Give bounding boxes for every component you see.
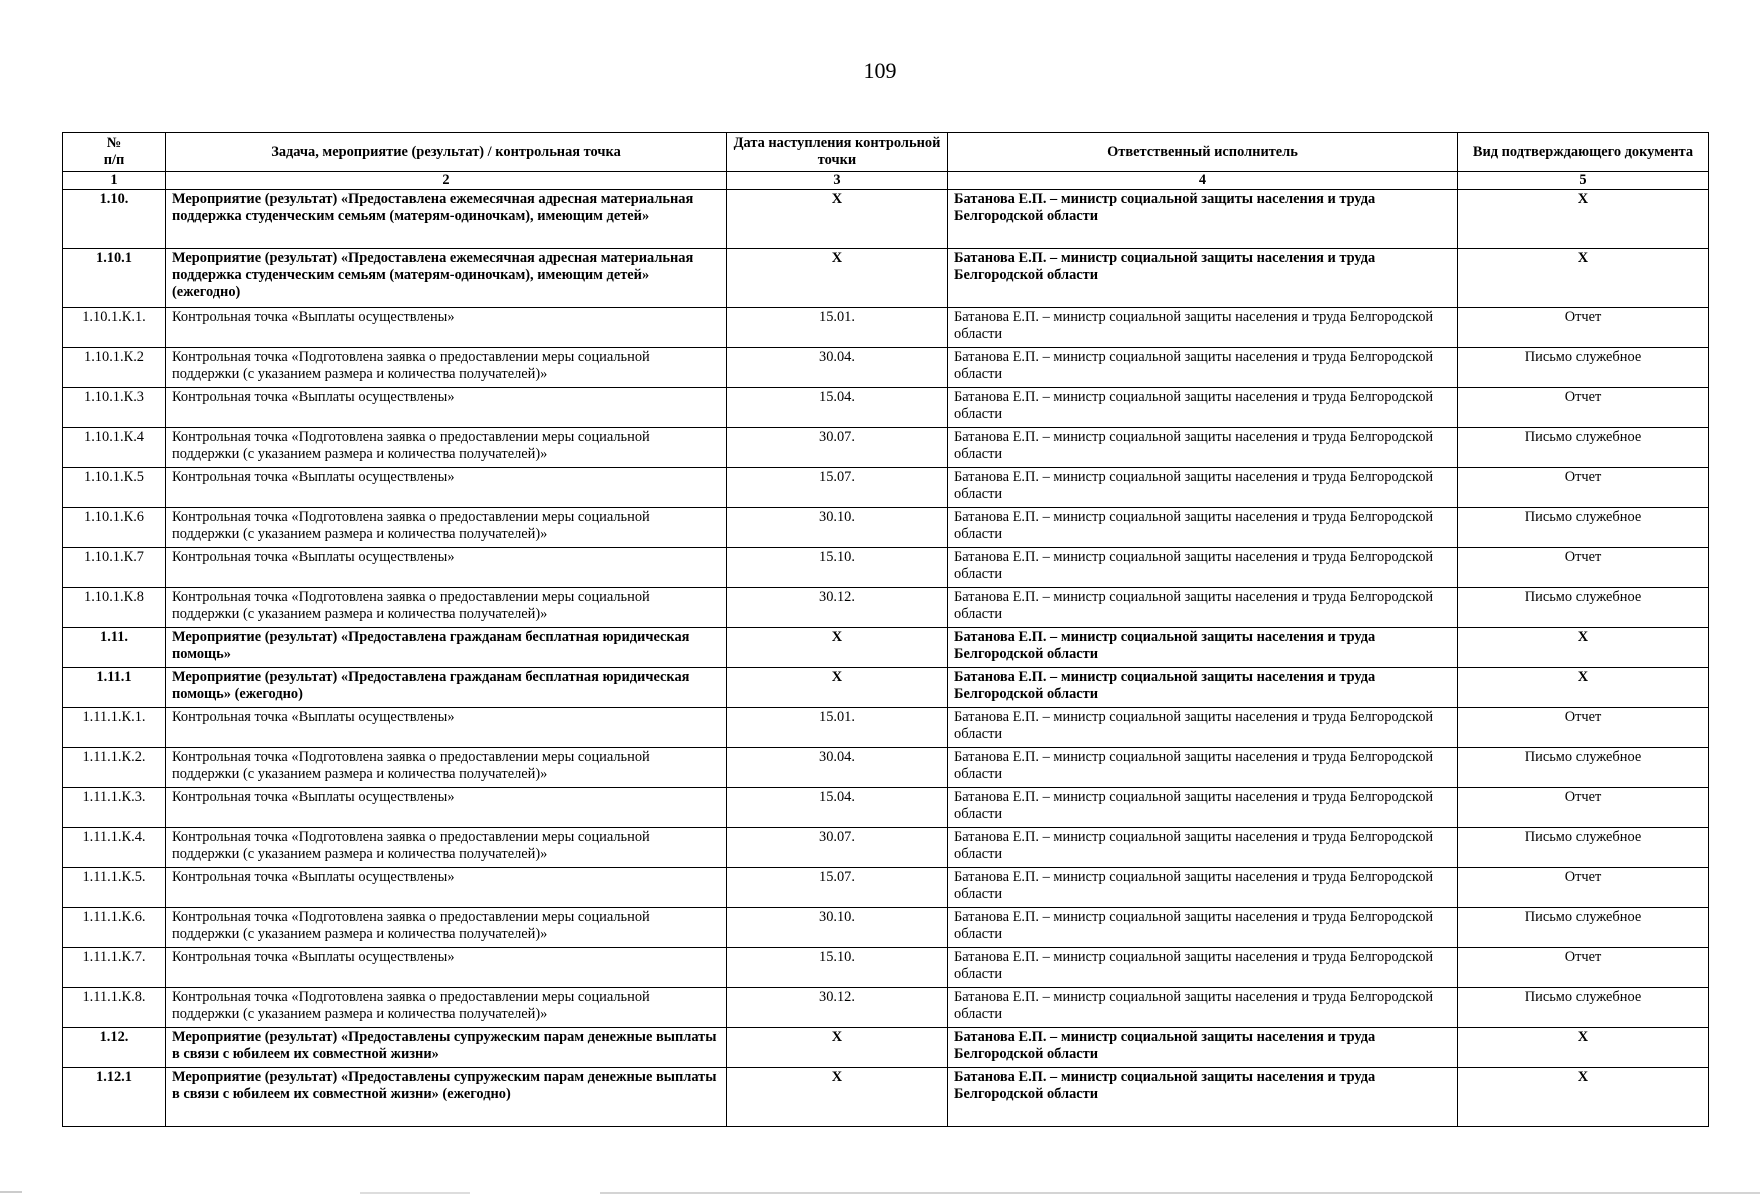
- row-document-type: Отчет: [1458, 948, 1709, 988]
- row-date: 15.01.: [727, 708, 948, 748]
- row-number: 1.10.1.К.7: [63, 548, 166, 588]
- row-responsible: Батанова Е.П. – министр социальной защиты населения и труда Белгородской области: [948, 868, 1458, 908]
- column-number: 3: [727, 172, 948, 190]
- row-task: Мероприятие (результат) «Предоставлена ежемесячная адресная материальная поддержка студенческим семьям (матерям-одиночкам), имеющим детей» (ежегодно): [166, 249, 727, 308]
- row-task: Контрольная точка «Выплаты осуществлены»: [166, 708, 727, 748]
- row-date: 30.04.: [727, 348, 948, 388]
- row-responsible: Батанова Е.П. – министр социальной защиты населения и труда Белгородской области: [948, 668, 1458, 708]
- table-row: [63, 708, 1709, 748]
- row-responsible: Батанова Е.П. – министр социальной защиты населения и труда Белгородской области: [948, 748, 1458, 788]
- row-document-type: Отчет: [1458, 468, 1709, 508]
- row-number: 1.12.: [63, 1028, 166, 1068]
- row-task: Контрольная точка «Подготовлена заявка о предоставлении меры социальной поддержки (с указанием размера и количества получателей)»: [166, 428, 727, 468]
- row-number: 1.11.1.К.7.: [63, 948, 166, 988]
- row-document-type: Письмо служебное: [1458, 748, 1709, 788]
- row-task: Мероприятие (результат) «Предоставлена гражданам бесплатная юридическая помощь»: [166, 628, 727, 668]
- row-date: 30.10.: [727, 908, 948, 948]
- row-responsible: Батанова Е.П. – министр социальной защиты населения и труда Белгородской области: [948, 628, 1458, 668]
- header-task: Задача, мероприятие (результат) / контрольная точка: [166, 133, 727, 172]
- row-document-type: Письмо служебное: [1458, 908, 1709, 948]
- row-date: 30.07.: [727, 428, 948, 468]
- row-date: 15.01.: [727, 308, 948, 348]
- row-date: X: [727, 668, 948, 708]
- column-number: 2: [166, 172, 727, 190]
- row-date: 15.07.: [727, 868, 948, 908]
- row-responsible: Батанова Е.П. – министр социальной защиты населения и труда Белгородской области: [948, 588, 1458, 628]
- row-responsible: Батанова Е.П. – министр социальной защиты населения и труда Белгородской области: [948, 548, 1458, 588]
- row-number: 1.10.1.К.1.: [63, 308, 166, 348]
- row-task: Контрольная точка «Подготовлена заявка о предоставлении меры социальной поддержки (с указанием размера и количества получателей)»: [166, 748, 727, 788]
- row-number: 1.10.1.К.4: [63, 428, 166, 468]
- row-document-type: X: [1458, 668, 1709, 708]
- row-number: 1.10.1.К.6: [63, 508, 166, 548]
- row-document-type: Отчет: [1458, 308, 1709, 348]
- row-number: 1.11.1.К.5.: [63, 868, 166, 908]
- row-date: X: [727, 1028, 948, 1068]
- header-responsible: Ответственный исполнитель: [948, 133, 1458, 172]
- row-task: Контрольная точка «Подготовлена заявка о предоставлении меры социальной поддержки (с указанием размера и количества получателей)»: [166, 988, 727, 1028]
- row-number: 1.11.1.К.1.: [63, 708, 166, 748]
- row-task: Контрольная точка «Подготовлена заявка о предоставлении меры социальной поддержки (с указанием размера и количества получателей)»: [166, 908, 727, 948]
- row-task: Контрольная точка «Выплаты осуществлены»: [166, 388, 727, 428]
- row-number: 1.10.: [63, 190, 166, 249]
- row-date: 15.04.: [727, 788, 948, 828]
- row-number: 1.12.1: [63, 1068, 166, 1127]
- table-row: [63, 468, 1709, 508]
- table-row: [63, 190, 1709, 249]
- row-number: 1.11.1.К.8.: [63, 988, 166, 1028]
- table-row: [63, 588, 1709, 628]
- row-task: Контрольная точка «Подготовлена заявка о предоставлении меры социальной поддержки (с указанием размера и количества получателей)»: [166, 348, 727, 388]
- row-document-type: Письмо служебное: [1458, 428, 1709, 468]
- row-number: 1.11.1: [63, 668, 166, 708]
- row-document-type: X: [1458, 1028, 1709, 1068]
- row-task: Мероприятие (результат) «Предоставлены супружеским парам денежные выплаты в связи с юбилеем их совместной жизни» (ежегодно): [166, 1068, 727, 1127]
- row-number: 1.10.1.К.3: [63, 388, 166, 428]
- row-document-type: Письмо служебное: [1458, 508, 1709, 548]
- table-row: [63, 948, 1709, 988]
- row-number: 1.11.1.К.3.: [63, 788, 166, 828]
- table-row: [63, 508, 1709, 548]
- row-document-type: Отчет: [1458, 788, 1709, 828]
- row-task: Контрольная точка «Подготовлена заявка о предоставлении меры социальной поддержки (с указанием размера и количества получателей)»: [166, 588, 727, 628]
- row-responsible: Батанова Е.П. – министр социальной защиты населения и труда Белгородской области: [948, 388, 1458, 428]
- table-row: [63, 908, 1709, 948]
- table-row: [63, 388, 1709, 428]
- table-row: [63, 249, 1709, 308]
- table-row: [63, 788, 1709, 828]
- row-responsible: Батанова Е.П. – министр социальной защиты населения и труда Белгородской области: [948, 828, 1458, 868]
- row-responsible: Батанова Е.П. – министр социальной защиты населения и труда Белгородской области: [948, 508, 1458, 548]
- plan-table: [62, 132, 1709, 1127]
- row-task: Контрольная точка «Выплаты осуществлены»: [166, 948, 727, 988]
- row-task: Контрольная точка «Выплаты осуществлены»: [166, 548, 727, 588]
- row-document-type: Письмо служебное: [1458, 588, 1709, 628]
- row-document-type: Отчет: [1458, 708, 1709, 748]
- row-date: 30.04.: [727, 748, 948, 788]
- row-date: 15.10.: [727, 948, 948, 988]
- row-number: 1.11.: [63, 628, 166, 668]
- row-document-type: X: [1458, 249, 1709, 308]
- row-date: X: [727, 1068, 948, 1127]
- row-number: 1.10.1: [63, 249, 166, 308]
- row-number: 1.10.1.К.2: [63, 348, 166, 388]
- table-row: [63, 348, 1709, 388]
- row-date: 30.10.: [727, 508, 948, 548]
- table-row: [63, 668, 1709, 708]
- row-task: Контрольная точка «Выплаты осуществлены»: [166, 868, 727, 908]
- row-responsible: Батанова Е.П. – министр социальной защиты населения и труда Белгородской области: [948, 988, 1458, 1028]
- row-number: 1.11.1.К.6.: [63, 908, 166, 948]
- row-date: 30.07.: [727, 828, 948, 868]
- header-document-type: Вид подтверждающего документа: [1458, 133, 1709, 172]
- row-number: 1.10.1.К.5: [63, 468, 166, 508]
- row-document-type: Письмо служебное: [1458, 348, 1709, 388]
- row-number: 1.10.1.К.8: [63, 588, 166, 628]
- column-numbers-row: [63, 172, 1709, 190]
- row-document-type: X: [1458, 628, 1709, 668]
- row-document-type: Отчет: [1458, 388, 1709, 428]
- column-number: 4: [948, 172, 1458, 190]
- header-num: № п/п: [63, 133, 166, 172]
- row-responsible: Батанова Е.П. – министр социальной защиты населения и труда Белгородской области: [948, 249, 1458, 308]
- table-row: [63, 1068, 1709, 1127]
- row-date: X: [727, 249, 948, 308]
- row-document-type: Письмо служебное: [1458, 828, 1709, 868]
- row-responsible: Батанова Е.П. – министр социальной защиты населения и труда Белгородской области: [948, 948, 1458, 988]
- table-row: [63, 548, 1709, 588]
- row-responsible: Батанова Е.П. – министр социальной защиты населения и труда Белгородской области: [948, 1068, 1458, 1127]
- row-date: X: [727, 628, 948, 668]
- row-date: X: [727, 190, 948, 249]
- row-document-type: X: [1458, 190, 1709, 249]
- row-responsible: Батанова Е.П. – министр социальной защиты населения и труда Белгородской области: [948, 428, 1458, 468]
- row-task: Контрольная точка «Выплаты осуществлены»: [166, 308, 727, 348]
- row-number: 1.11.1.К.2.: [63, 748, 166, 788]
- row-task: Контрольная точка «Выплаты осуществлены»: [166, 468, 727, 508]
- row-responsible: Батанова Е.П. – министр социальной защиты населения и труда Белгородской области: [948, 908, 1458, 948]
- table-row: [63, 988, 1709, 1028]
- column-number: 1: [63, 172, 166, 190]
- row-responsible: Батанова Е.П. – министр социальной защиты населения и труда Белгородской области: [948, 308, 1458, 348]
- table-header-row: [63, 133, 1709, 172]
- row-document-type: X: [1458, 1068, 1709, 1127]
- row-task: Мероприятие (результат) «Предоставлены супружеским парам денежные выплаты в связи с юбилеем их совместной жизни»: [166, 1028, 727, 1068]
- row-task: Контрольная точка «Подготовлена заявка о предоставлении меры социальной поддержки (с указанием размера и количества получателей)»: [166, 828, 727, 868]
- row-task: Мероприятие (результат) «Предоставлена ежемесячная адресная материальная поддержка студенческим семьям (матерям-одиночкам), имеющим детей»: [166, 190, 727, 249]
- header-date: Дата наступления контрольной точки: [727, 133, 948, 172]
- row-date: 15.04.: [727, 388, 948, 428]
- page-number: 109: [863, 58, 897, 83]
- row-document-type: Письмо служебное: [1458, 988, 1709, 1028]
- row-date: 15.07.: [727, 468, 948, 508]
- row-responsible: Батанова Е.П. – министр социальной защиты населения и труда Белгородской области: [948, 348, 1458, 388]
- column-number: 5: [1458, 172, 1709, 190]
- row-responsible: Батанова Е.П. – министр социальной защиты населения и труда Белгородской области: [948, 190, 1458, 249]
- row-task: Контрольная точка «Подготовлена заявка о предоставлении меры социальной поддержки (с указанием размера и количества получателей)»: [166, 508, 727, 548]
- table-row: [63, 748, 1709, 788]
- row-responsible: Батанова Е.П. – министр социальной защиты населения и труда Белгородской области: [948, 468, 1458, 508]
- table-row: [63, 428, 1709, 468]
- table-row: [63, 628, 1709, 668]
- table-row: [63, 828, 1709, 868]
- table-body: [63, 190, 1709, 1127]
- row-date: 15.10.: [727, 548, 948, 588]
- row-task: Мероприятие (результат) «Предоставлена гражданам бесплатная юридическая помощь» (ежегодно): [166, 668, 727, 708]
- row-number: 1.11.1.К.4.: [63, 828, 166, 868]
- table-row: [63, 868, 1709, 908]
- row-date: 30.12.: [727, 988, 948, 1028]
- scan-artifacts: [0, 1190, 1760, 1196]
- table-row: [63, 1028, 1709, 1068]
- row-responsible: Батанова Е.П. – министр социальной защиты населения и труда Белгородской области: [948, 788, 1458, 828]
- row-responsible: Батанова Е.П. – министр социальной защиты населения и труда Белгородской области: [948, 1028, 1458, 1068]
- row-document-type: Отчет: [1458, 548, 1709, 588]
- row-date: 30.12.: [727, 588, 948, 628]
- table-row: [63, 308, 1709, 348]
- row-responsible: Батанова Е.П. – министр социальной защиты населения и труда Белгородской области: [948, 708, 1458, 748]
- row-document-type: Отчет: [1458, 868, 1709, 908]
- row-task: Контрольная точка «Выплаты осуществлены»: [166, 788, 727, 828]
